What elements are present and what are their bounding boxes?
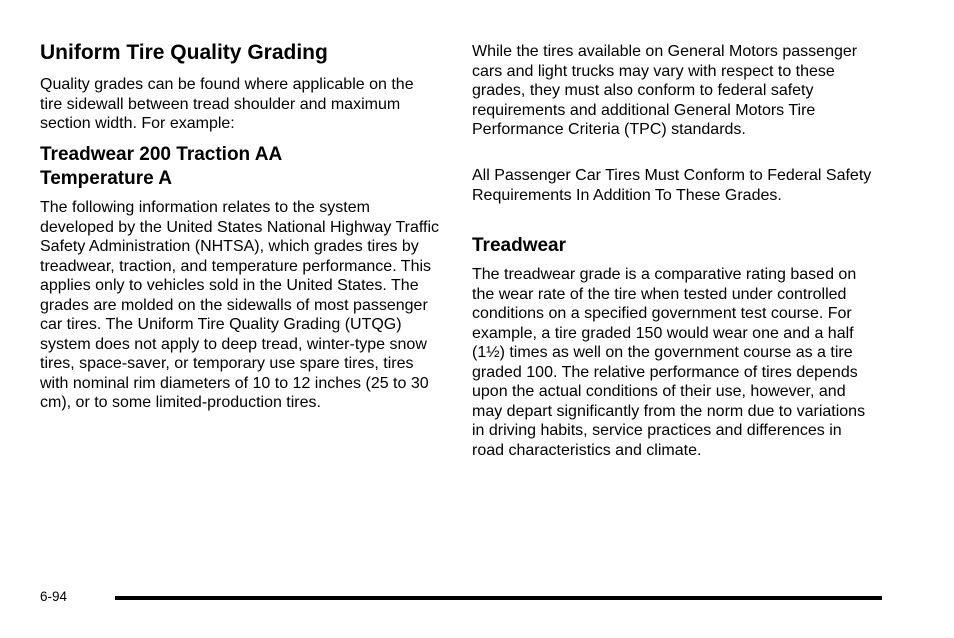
treadwear-paragraph: The treadwear grade is a comparative rating based on the wear rate of the tire when tested under controlled conditions on a specified government test course. For example, a tire graded 150 would wear one and a half (1½) times as well on the government course as a tire graded 100. The relative performance of tires depends upon the actual conditions of their use, however, and may depart significantly from the norm due to variations in driving habits, service practices and differences in road characteristics and climate. xyxy=(472,266,866,459)
federal-requirements-paragraph: All Passenger Car Tires Must Conform to Federal Safety Requirements In Addition To These Grades. xyxy=(472,167,872,204)
utqg-description-paragraph: The following information relates to the system developed by the United States National Highway Traffic Safety Administration (NHTSA), which grades tires by treadwear, traction, and temperature performance. This applies only to vehicles sold in the United States. The grades are molded on the sidewalls of most passenger car tires. The Uniform Tire Quality Grading (UTQG) system does not apply to deep tread, winter-type snow tires, space-saver, or temporary use spare tires, tires with nominal rim diameters of 10 to 12 inches (25 to 30 cm), or to some limited-production tires. xyxy=(40,199,440,411)
tpc-standards-paragraph: While the tires available on General Motors passenger cars and light trucks may vary with respect to these grades, they must also conform to federal safety requirements and additional General Motors Tire Performance Criteria (TPC) standards. xyxy=(472,43,858,138)
page-number: 6-94 xyxy=(40,589,68,604)
intro-paragraph: Quality grades can be found where applicable on the tire sidewall between tread shoulder and maximum section width. For example: xyxy=(40,76,414,132)
section-title: Uniform Tire Quality Grading xyxy=(40,41,328,64)
grade-example-heading: Treadwear 200 Traction AA Temperature A xyxy=(40,144,282,189)
treadwear-heading: Treadwear xyxy=(472,235,566,256)
footer-rule xyxy=(115,596,882,600)
